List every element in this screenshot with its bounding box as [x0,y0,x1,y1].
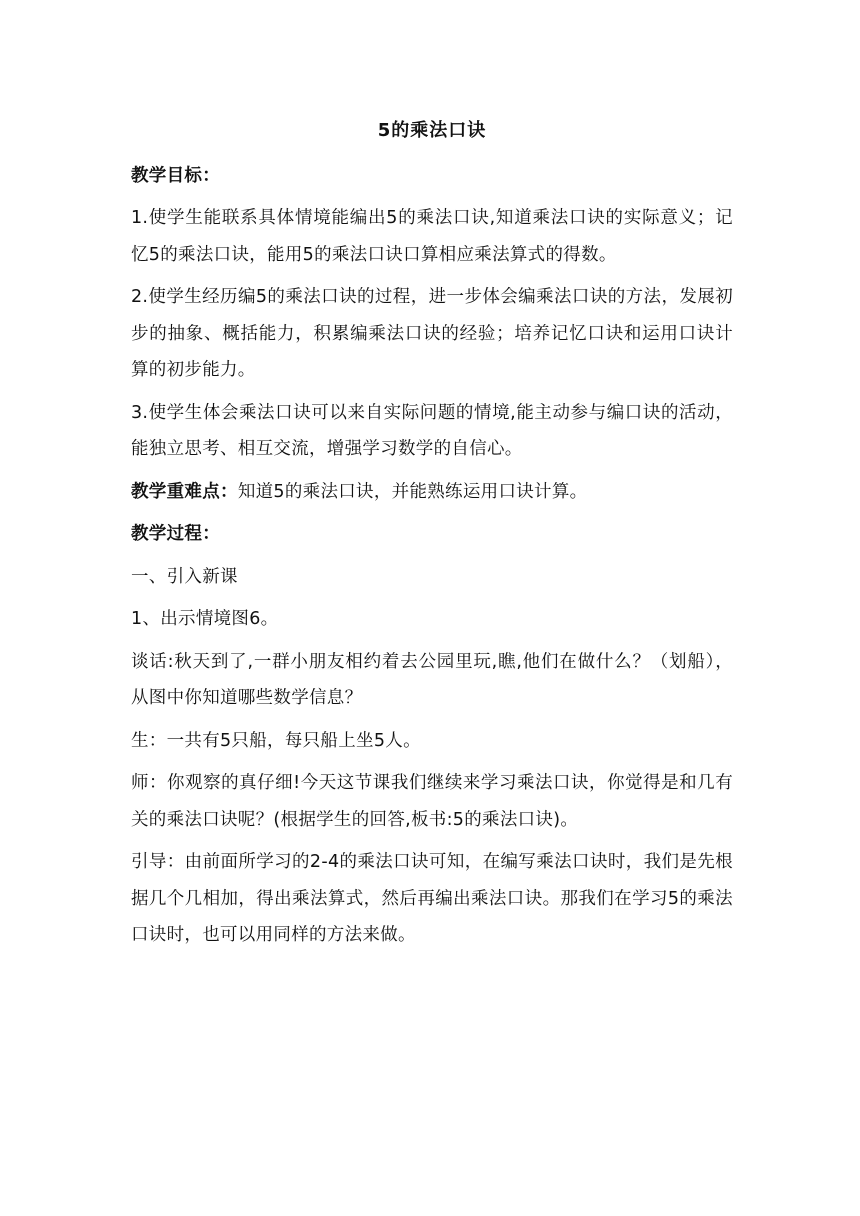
objective-2: 2.使学生经历编5的乘法口诀的过程，进一步体会编乘法口诀的方法，发展初步的抽象、概括能力，积累编乘法口诀的经验；培养记忆口诀和运用口诀计算的初步能力。 [131,287,733,380]
teacher-remark: 师：你观察的真仔细!今天这节课我们继续来学习乘法口诀，你觉得是和几有关的乘法口诀呢？(根据学生的回答,板书:5的乘法口诀)。 [131,773,733,830]
objective-1: 1.使学生能联系具体情境能编出5的乘法口诀,知道乘法口诀的实际意义；记忆5的乘法口诀，能用5的乘法口诀口算相应乘法算式的得数。 [131,208,733,265]
section-intro: 一、引入新课 [131,566,238,587]
step-1: 1、出示情境图6。 [131,609,279,629]
dialogue-paragraph: 谈话:秋天到了,一群小朋友相约着去公园里玩,瞧,他们在做什么？（划船），从图中你知道哪些数学信息？ [131,651,733,708]
process-heading: 教学过程： [131,524,220,544]
objectives-heading: 教学目标： [131,165,220,186]
objective-3: 3.使学生体会乘法口诀可以来自实际问题的情境,能主动参与编口诀的活动，能独立思考、相互交流，增强学习数学的自信心。 [131,402,733,459]
key-points [131,474,733,511]
key-points-label: 教学重难点： [131,481,238,502]
document-title: 5的乘法口诀 [377,120,487,141]
student-answer: 生：一共有5只船，每只船上坐5人。 [131,730,421,751]
document-body [131,113,733,960]
key-points-text: 知道5的乘法口诀，并能熟练运用口诀计算。 [237,481,588,502]
guide-paragraph: 引导：由前面所学习的2-4的乘法口诀可知，在编写乘法口诀时，我们是先根据几个几相加，得出乘法算式，然后再编出乘法口诀。那我们在学习5的乘法口诀时，也可以用同样的方法来做。 [131,852,733,945]
